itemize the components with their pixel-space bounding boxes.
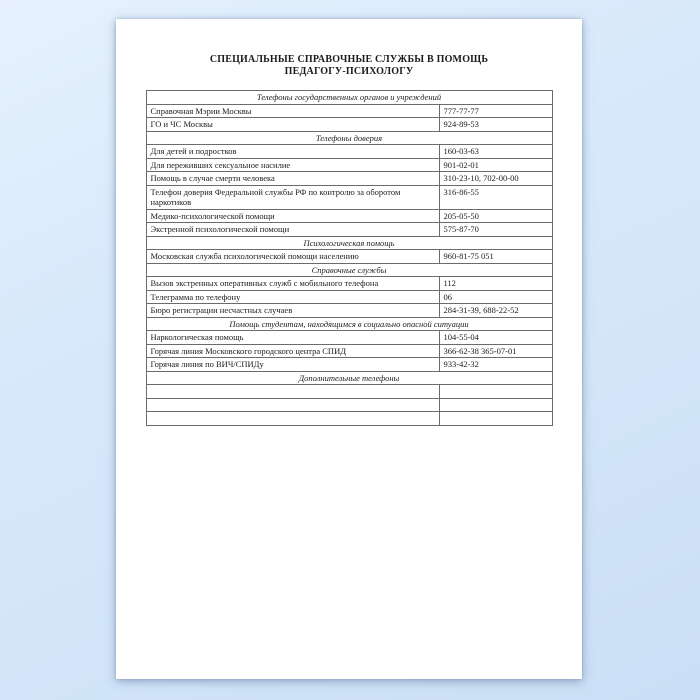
phone-cell: 924-89-53 — [439, 118, 552, 132]
section-label: Справочные службы — [146, 263, 552, 277]
table-row — [146, 118, 552, 132]
phone-cell: 112 — [439, 277, 552, 291]
service-cell: Телеграмма по телефону — [146, 290, 439, 304]
table-row — [146, 158, 552, 172]
section-label: Помощь студентам, находящимся в социально опасной ситуации — [146, 317, 552, 331]
table-row — [146, 412, 552, 426]
service-cell: Горячая линия Московского городского центра СПИД — [146, 344, 439, 358]
phone-cell: 901-02-01 — [439, 158, 552, 172]
phone-cell: 284-31-39, 688-22-52 — [439, 304, 552, 318]
service-cell: Справочная Мэрии Москвы — [146, 104, 439, 118]
phone-cell — [439, 385, 552, 399]
section-row — [146, 263, 552, 277]
phone-directory-table — [146, 90, 553, 426]
section-label: Телефоны доверия — [146, 131, 552, 145]
service-cell: Для детей и подростков — [146, 145, 439, 159]
service-cell: Экстренной психологической помощи — [146, 223, 439, 237]
section-row — [146, 371, 552, 385]
service-cell: Помощь в случае смерти человека — [146, 172, 439, 186]
phone-directory-body — [146, 91, 552, 426]
table-row — [146, 277, 552, 291]
section-label: Телефоны государственных органов и учреждений — [146, 91, 552, 105]
service-cell: Вызов экстренных оперативных служб с мобильного телефона — [146, 277, 439, 291]
section-row — [146, 131, 552, 145]
phone-cell: 310-23-10, 702-00-00 — [439, 172, 552, 186]
page-title-line-2: ПЕДАГОГУ-ПСИХОЛОГУ — [284, 65, 414, 77]
service-cell: Московская служба психологической помощи населению — [146, 250, 439, 264]
service-cell: Телефон доверия Федеральной службы РФ по контролю за оборотом наркотиков — [146, 185, 439, 209]
table-row — [146, 104, 552, 118]
table-row — [146, 344, 552, 358]
section-row — [146, 236, 552, 250]
section-row — [146, 91, 552, 105]
phone-cell: 316-86-55 — [439, 185, 552, 209]
service-cell: Наркологическая помощь — [146, 331, 439, 345]
table-row — [146, 358, 552, 372]
table-row — [146, 250, 552, 264]
phone-cell: 960-81-75 051 — [439, 250, 552, 264]
service-cell — [146, 412, 439, 426]
section-label: Психологическая помощь — [146, 236, 552, 250]
table-row — [146, 304, 552, 318]
table-row — [146, 385, 552, 399]
document-page — [116, 19, 582, 679]
service-cell: Горячая линия по ВИЧ/СПИДу — [146, 358, 439, 372]
section-row — [146, 317, 552, 331]
table-row — [146, 398, 552, 412]
table-row — [146, 172, 552, 186]
page-title — [136, 54, 562, 77]
service-cell — [146, 398, 439, 412]
table-row — [146, 331, 552, 345]
phone-cell: 366-62-38 365-07-01 — [439, 344, 552, 358]
service-cell: Медико-психологической помощи — [146, 209, 439, 223]
phone-cell: 575-87-70 — [439, 223, 552, 237]
phone-cell: 104-55-04 — [439, 331, 552, 345]
service-cell: ГО и ЧС Москвы — [146, 118, 439, 132]
table-row — [146, 223, 552, 237]
phone-cell: 06 — [439, 290, 552, 304]
phone-cell: 205-05-50 — [439, 209, 552, 223]
service-cell: Для переживших сексуальное насилие — [146, 158, 439, 172]
table-row — [146, 209, 552, 223]
table-row — [146, 290, 552, 304]
section-label: Дополнительные телефоны — [146, 371, 552, 385]
phone-cell: 933-42-32 — [439, 358, 552, 372]
phone-cell — [439, 398, 552, 412]
page-title-line-1: СПЕЦИАЛЬНЫЕ СПРАВОЧНЫЕ СЛУЖБЫ В ПОМОЩЬ — [209, 54, 489, 65]
table-row — [146, 185, 552, 209]
phone-cell: 160-03-63 — [439, 145, 552, 159]
service-cell — [146, 385, 439, 399]
service-cell: Бюро регистрации несчастных случаев — [146, 304, 439, 318]
phone-cell: 777-77-77 — [439, 104, 552, 118]
phone-cell — [439, 412, 552, 426]
table-row — [146, 145, 552, 159]
